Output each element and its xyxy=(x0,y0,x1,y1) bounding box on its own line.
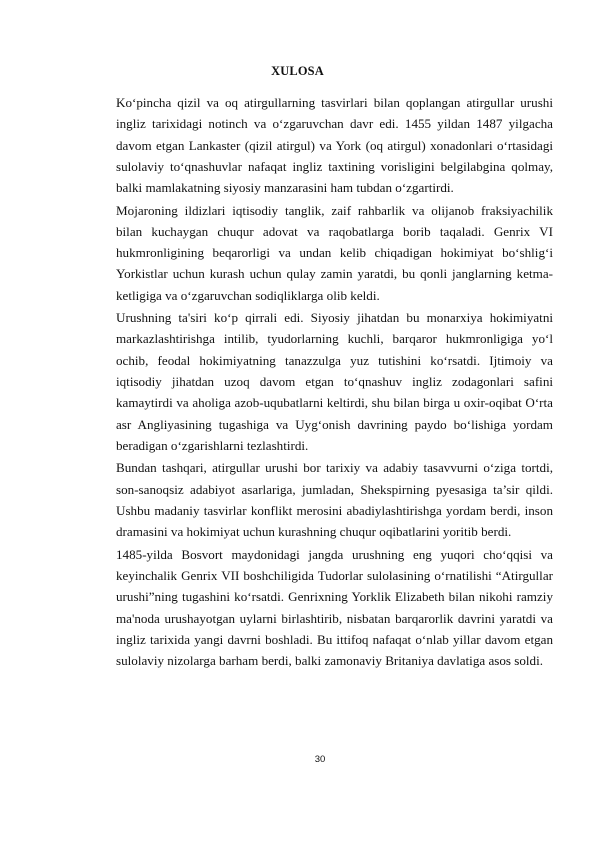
paragraph-1: Ko‘pincha qizil va oq atirgullarning tasvirlari bilan qoplangan atirgullar urushi ingliz tarixidagi notinch va o‘zgaruvchan davr edi. 1455 yildan 1487 yilgacha davom etgan Lankaster (qizil atirgul) va York (oq atirgul) xonadonlari o‘rtasidagi sulolaviy to‘qnashuvlar nafaqat ingliz taxtining vorisligini belgilabgina qolmay, balki mamlakatning siyosiy manzarasini ham tubdan o‘zgartirdi. xyxy=(116,95,553,196)
body-text xyxy=(116,92,553,672)
paragraph-2: Mojaroning ildizlari iqtisodiy tanglik, zaif rahbarlik va olijanob fraksiyachilik bilan kuchaygan chuqur adovat va raqobatlarga borib taqaladi. Genrix VI hukmronligining beqarorligi va undan kelib chiqadigan hokimiyat bo‘shlig‘i Yorkistlar uchun kurash uchun qulay zamin yaratdi, bu qonli janglarning ketma-ketligiga va o‘zgaruvchan sodiqliklarga olib keldi. xyxy=(116,202,553,303)
paragraph-4: Bundan tashqari, atirgullar urushi bor tarixiy va adabiy tasavvurni o‘ziga tortdi, son-sanoqsiz adabiyot asarlariga, jumladan, Shekspirning pyesasiga ta’sir qildi. Ushbu madaniy tasvirlar konflikt merosini abadiylashtirishga yordam berdi, inson dramasini va hokimiyat uchun kurashning chuqur oqibatlarini yoritib berdi. xyxy=(116,460,553,540)
paragraph-3: Urushning ta'siri ko‘p qirrali edi. Siyosiy jihatdan bu monarxiya hokimiyatni markazlashtirishga intilib, tyudorlarning kuchli, barqaror hukmronligiga yo‘l ochib, feodal hokimiyatning tanazzulga yuz tutishini ko‘rsatdi. Ijtimoiy va iqtisodiy jihatdan uzoq davom etgan to‘qnashuv ingliz zodagonlari safini kamaytirdi va aholiga azob-uqubatlarni keltirdi, shu bilan birga u oxir-oqibat O‘rta asr Angliyasining tugashiga va Uyg‘onish davrining paydo bo‘lishiga yordam beradigan o‘zgarishlarni tezlashtirdi. xyxy=(116,310,553,453)
paragraph-5: 1485-yilda Bosvort maydonidagi jangda urushning eng yuqori cho‘qqisi va keyinchalik Genrix VII boshchiligida Tudorlar sulolasining o‘rnatilishi “Atirgullar urushi”ning tugashini ko‘rsatdi. Genrixning Yorklik Elizabeth bilan nikohi ramziy ma'noda urushayotgan uylarni birlashtirib, nisbatan barqarorlik davrini yaratdi va ingliz tarixida yangi davrni boshladi. Bu ittifoq nafaqat o‘nlab yillar davom etgan sulolaviy nizolarga barham berdi, balki zamonaviy Britaniya davlatiga asos soldi. xyxy=(116,546,553,669)
page-number: 30 xyxy=(314,754,326,765)
page-title: XULOSA xyxy=(271,64,324,78)
